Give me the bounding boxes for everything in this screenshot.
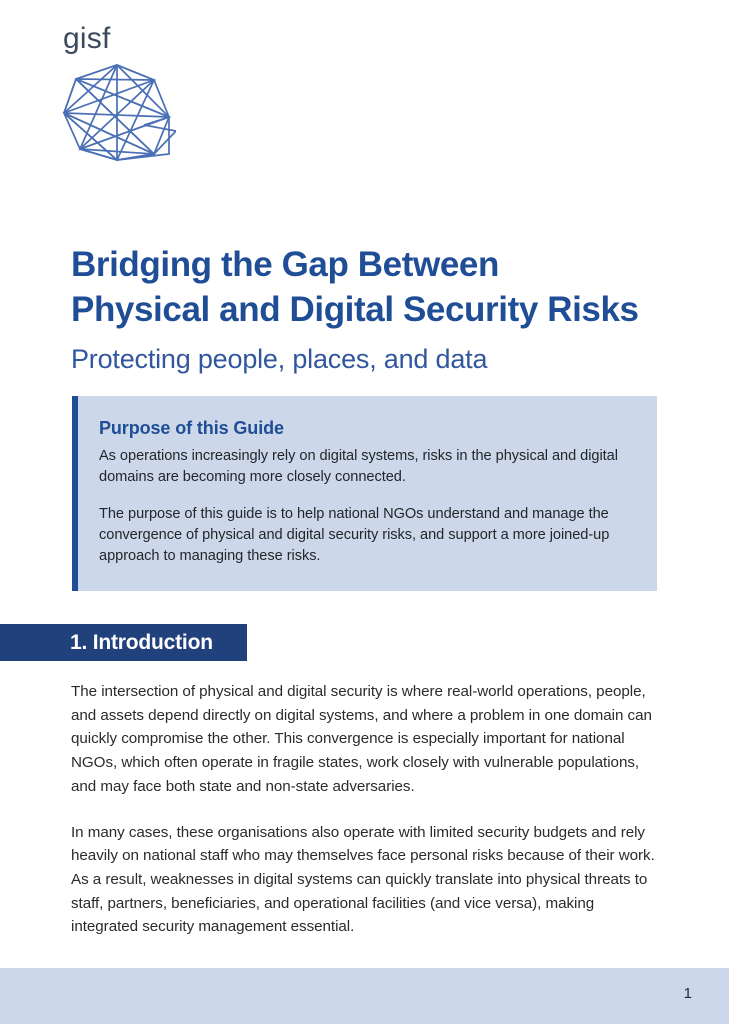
purpose-box-paragraph-1: As operations increasingly rely on digital systems, risks in the physical and digital domains are becoming more closely connected. (99, 448, 618, 486)
purpose-box-paragraph-2: The purpose of this guide is to help national NGOs understand and manage the convergence of physical and digital security risks, and support a more joined-up approach to managing these risks. (99, 505, 610, 565)
brand-logo-block (60, 24, 200, 164)
page-title-line-2: Physical and Digital Security Risks (71, 289, 639, 329)
page-title (71, 243, 671, 333)
section-heading-banner (0, 624, 247, 661)
section-heading-label: 1. Introduction (70, 630, 213, 654)
page-subtitle: Protecting people, places, and data (71, 343, 488, 374)
body-paragraph-2: In many cases, these organisations also operate with limited security budgets and rely heavily on national staff who may themselves face personal risks because of their work. As a result, weaknesses in digital systems can quickly translate into physical threats to staff, partners, beneficiaries, and operational facilities (and vice versa), making integrated security management essential. (71, 823, 655, 936)
body-paragraph-1: The intersection of physical and digital security is where real-world operations, people, and assets depend directly on digital systems, and where a problem in one domain can quickly compromise the other. This convergence is especially important for national NGOs, which often operate in fragile states, work closely with vulnerable populations, and may face both state and non-state adversaries. (71, 683, 652, 795)
page-title-line-1: Bridging the Gap Between (71, 245, 499, 284)
title-block (71, 243, 671, 377)
footer-page-number: 1 (683, 985, 692, 1002)
gisf-wordmark: gisf (63, 22, 111, 55)
gisf-star-polygon-logo-icon (58, 61, 176, 164)
body-content (71, 680, 659, 939)
page-footer (0, 968, 729, 1024)
purpose-box-heading: Purpose of this Guide (99, 418, 284, 438)
purpose-callout-box (72, 396, 657, 591)
